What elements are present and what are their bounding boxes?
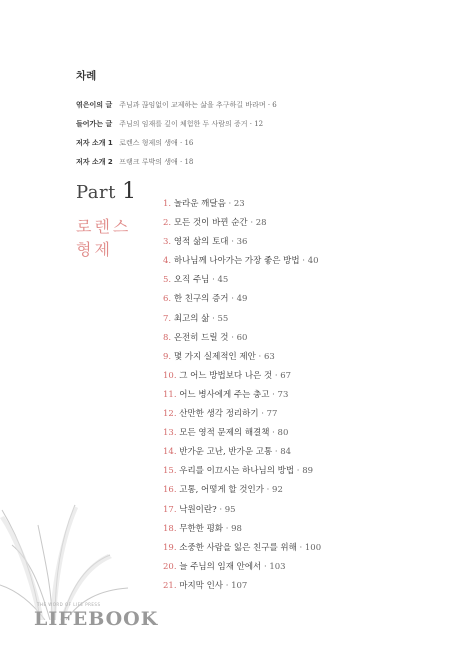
chapter-item — [163, 386, 321, 405]
chapter-number: 14. — [163, 447, 177, 458]
chapter-item — [163, 520, 321, 539]
chapter-title: 하나님께 나아가는 가장 좋은 방법 — [173, 256, 300, 267]
chapter-title: 어느 병사에게 주는 충고 — [179, 389, 270, 400]
chapter-page: · 23 — [225, 199, 245, 209]
chapter-page: · 95 — [216, 504, 236, 515]
chapter-item — [163, 367, 321, 386]
intro-label: 저자 소개 1 — [76, 139, 113, 147]
chapter-page: · 92 — [263, 485, 283, 496]
chapter-title: 모든 영적 문제의 해결책 — [179, 428, 270, 439]
part-name-line: 형제 — [76, 240, 113, 259]
chapter-number: 5. — [163, 275, 172, 286]
chapter-number: 1. — [163, 199, 172, 209]
chapter-number: 18. — [163, 523, 177, 534]
chapter-number: 12. — [163, 409, 177, 420]
chapter-title: 산만한 생각 정리하기 — [179, 409, 259, 420]
chapter-item — [163, 290, 321, 309]
chapter-page: · 55 — [209, 313, 229, 324]
chapter-number: 16. — [163, 485, 177, 496]
intro-text: 주님의 임재를 깊이 체험한 두 사람의 증거 · 12 — [119, 120, 264, 128]
chapter-number: 2. — [163, 218, 172, 229]
chapter-number: 17. — [163, 504, 177, 515]
chapter-item — [163, 233, 321, 252]
chapter-title: 낙원이란? — [179, 504, 217, 515]
chapter-item — [163, 271, 321, 290]
chapter-page: · 45 — [209, 275, 229, 286]
intro-label: 들어가는 글 — [76, 120, 113, 128]
chapter-title: 놀라운 깨달음 — [173, 199, 226, 209]
chapter-title: 한 친구의 증거 — [173, 294, 229, 305]
chapter-item — [163, 405, 321, 424]
chapter-title: 우리를 이끄시는 하나님의 방법 — [179, 466, 295, 477]
intro-label: 엮은이의 글 — [76, 101, 113, 109]
chapter-item — [163, 310, 321, 329]
chapter-title: 마지막 인사 — [179, 580, 223, 591]
chapter-page: · 77 — [258, 409, 278, 420]
chapter-item — [163, 252, 321, 271]
chapter-title: 영적 삶의 토대 — [173, 237, 229, 248]
chapter-title: 몇 가지 실제적인 제안 — [173, 351, 256, 362]
chapter-page: · 36 — [228, 237, 248, 248]
chapter-number: 7. — [163, 313, 172, 324]
chapter-page: · 40 — [299, 256, 319, 267]
chapter-number: 19. — [163, 542, 177, 553]
chapter-page: · 60 — [228, 332, 248, 343]
chapter-item — [163, 577, 321, 596]
brand-tagline: THE WORD OF LIFE PRESS — [37, 602, 101, 607]
chapter-item — [163, 424, 321, 443]
part-name — [76, 215, 131, 261]
toc-title: 차례 — [76, 70, 97, 82]
chapter-title: 고통, 어떻게 할 것인가 — [179, 485, 264, 496]
intro-item — [76, 153, 277, 172]
chapter-number: 21. — [163, 580, 177, 591]
chapter-title: 최고의 삶 — [173, 313, 210, 324]
chapter-page: · 80 — [269, 428, 289, 439]
chapter-page: · 107 — [223, 580, 248, 591]
chapter-item — [163, 443, 321, 462]
chapter-page: · 63 — [255, 351, 275, 362]
part-name-line: 로렌스 — [76, 217, 132, 236]
chapter-item — [163, 481, 321, 500]
chapter-item — [163, 539, 321, 558]
chapter-title: 소중한 사람을 잃은 친구를 위해 — [179, 542, 297, 553]
chapter-page: · 103 — [261, 561, 286, 572]
chapter-title: 반가운 고난, 반가운 고통 — [179, 447, 273, 458]
chapter-list — [163, 195, 321, 596]
chapter-item — [163, 348, 321, 367]
intro-label: 저자 소개 2 — [76, 158, 113, 166]
chapter-page: · 49 — [228, 294, 248, 305]
intro-text: 프랭크 루박의 생애 · 18 — [119, 158, 194, 166]
chapter-item — [163, 195, 321, 214]
chapter-number: 11. — [163, 389, 177, 400]
chapter-title: 무한한 평화 — [179, 523, 223, 534]
chapter-number: 3. — [163, 237, 172, 248]
chapter-title: 온전히 드릴 것 — [173, 332, 229, 343]
chapter-item — [163, 329, 321, 348]
chapter-title: 그 어느 방법보다 나은 것 — [179, 370, 273, 381]
part-word: Part — [76, 182, 116, 203]
chapter-item — [163, 501, 321, 520]
intro-text: 주님과 끊임없이 교제하는 삶을 추구하길 바라며 · 6 — [119, 101, 277, 109]
chapter-title: 모든 것이 바뀐 순간 — [173, 218, 248, 229]
plant-illustration — [0, 470, 150, 620]
chapter-number: 13. — [163, 428, 177, 439]
part-number: 1 — [122, 179, 137, 204]
chapter-item — [163, 558, 321, 577]
chapter-number: 6. — [163, 294, 172, 305]
chapter-page: · 67 — [272, 370, 292, 381]
part-heading — [76, 179, 137, 204]
chapter-number: 4. — [163, 256, 172, 267]
chapter-number: 9. — [163, 351, 172, 362]
intro-item — [76, 96, 277, 115]
intro-item — [76, 115, 277, 134]
chapter-page: · 98 — [223, 523, 242, 534]
chapter-number: 10. — [163, 370, 177, 381]
intro-item — [76, 134, 277, 153]
chapter-number: 15. — [163, 466, 177, 477]
chapter-number: 20. — [163, 561, 177, 572]
chapter-page: · 84 — [272, 447, 292, 458]
chapter-number: 8. — [163, 332, 172, 343]
intro-list — [76, 96, 277, 172]
intro-text: 로렌스 형제의 생애 · 16 — [119, 139, 194, 147]
chapter-title: 오직 주님 — [173, 275, 210, 286]
chapter-page: · 28 — [247, 218, 267, 229]
chapter-title: 늘 주님의 임재 안에서 — [179, 561, 262, 572]
chapter-page: · 73 — [269, 389, 289, 400]
chapter-item — [163, 462, 321, 481]
chapter-page: · 89 — [294, 466, 314, 477]
chapter-item — [163, 214, 321, 233]
chapter-page: · 100 — [296, 542, 322, 553]
brand-logo: LIFEBOOK — [34, 608, 159, 630]
